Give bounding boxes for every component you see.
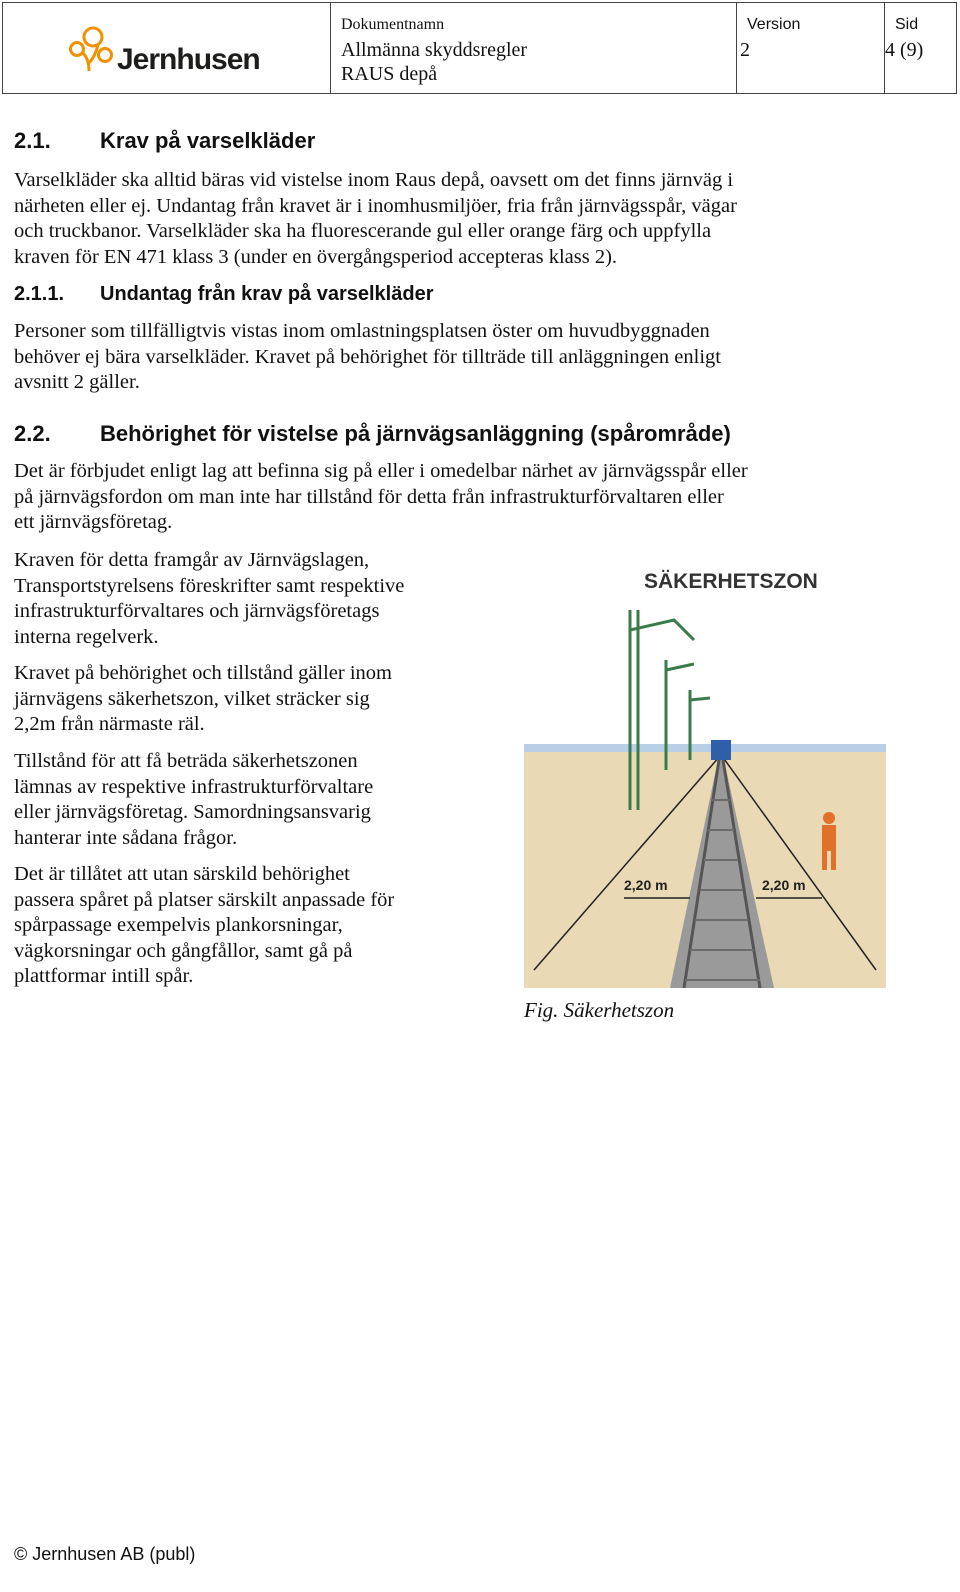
text-line: vägkorsningar och gångfållor, samt gå på: [14, 939, 353, 962]
text-line: 2,2m från närmaste räl.: [14, 713, 205, 735]
heading-title: Behörighet för vistelse på järnvägsanläggning (spårområde): [100, 421, 731, 446]
page-number: 4 (9): [885, 39, 924, 61]
text-line: lämnas av respektive infrastrukturförvaltare: [14, 775, 374, 798]
text-line: behöver ej bära varselkläder. Kravet på behörighet för tillträde till anläggningen enligt: [14, 345, 721, 368]
train: [711, 740, 731, 760]
text-line: på järnvägsfordon om man inte har tillstånd för detta från infrastrukturförvaltaren eller: [14, 485, 724, 508]
text-line: ett järnvägsföretag.: [14, 511, 173, 533]
heading-number: 2.2.: [14, 421, 51, 446]
text-line: Kravet på behörighet och tillstånd gäller inom: [14, 662, 392, 684]
text-line: Transportstyrelsens föreskrifter samt respektive: [14, 574, 405, 597]
text-line: passera spåret på platser särskilt anpassade för: [14, 888, 395, 911]
jernhusen-logo-icon: [67, 25, 119, 77]
heading-number: 2.1.1.: [14, 283, 65, 305]
paragraph-safety-zone: [14, 661, 392, 738]
text-line: kraven för EN 471 klass 3 (under en övergångsperiod accepteras klass 2).: [14, 245, 618, 268]
heading-2-1-1: [14, 283, 434, 306]
page-label: Sid: [895, 16, 919, 33]
text-line: infrastrukturförvaltares och järnvägsföretags: [14, 600, 380, 622]
heading-title: Krav på varselkläder: [100, 128, 316, 153]
paragraph-2-2-intro: [14, 459, 748, 536]
text-line: interna regelverk.: [14, 625, 159, 648]
heading-2-2: [14, 421, 731, 447]
distance-label-right: 2,20 m: [762, 877, 806, 893]
heading-2-1: [14, 128, 316, 154]
paragraph-crossing: [14, 862, 394, 990]
safety-zone-figure: [524, 560, 886, 988]
text-line: hanterar inte sådana frågor.: [14, 826, 238, 849]
text-line: plattformar intill spår.: [14, 965, 194, 987]
text-line: närheten eller ej. Undantag från kravet är i inomhusmiljöer, fria från järnvägsspår, vägar: [14, 194, 737, 217]
document-title-line2: RAUS depå: [341, 63, 438, 85]
document-name-label: Dokumentnamn: [341, 16, 445, 33]
distance-label-left: 2,20 m: [624, 877, 668, 893]
figure-caption: Fig. Säkerhetszon: [524, 998, 675, 1022]
text-line: eller järnvägsföretag. Samordningsansvarig: [14, 801, 371, 823]
logo-cell: [3, 3, 330, 93]
logo-text: Jernhusen: [117, 43, 260, 76]
heading-title: Undantag från krav på varselkläder: [100, 283, 434, 305]
figure-title: SÄKERHETSZON: [644, 570, 818, 593]
text-line: Det är förbjudet enligt lag att befinna sig på eller i omedelbar närhet av järnvägsspår eller: [14, 460, 748, 482]
text-line: och truckbanor. Varselkläder ska ha fluorescerande gul eller orange färg och uppfylla: [14, 220, 712, 242]
text-line: Det är tillåtet att utan särskild behörighet: [14, 863, 350, 885]
text-line: järnvägens säkerhetszon, vilket sträcker sig: [14, 687, 370, 710]
document-name-cell: [330, 3, 736, 93]
paragraph-2-1: [14, 168, 737, 270]
text-line: Kraven för detta framgår av Järnvägslagen,: [14, 549, 370, 571]
heading-number: 2.1.: [14, 128, 51, 153]
horizon: [524, 744, 886, 752]
version-value: 2: [740, 39, 750, 61]
text-line: spårpassage exempelvis plankorsningar,: [14, 914, 343, 936]
footer-copyright: © Jernhusen AB (publ): [14, 1544, 196, 1564]
page-cell: [884, 3, 956, 93]
text-line: Tillstånd för att få beträda säkerhetszonen: [14, 750, 358, 772]
text-line: Personer som tillfälligtvis vistas inom omlastningsplatsen öster om huvudbyggnaden: [14, 320, 710, 342]
text-line: avsnitt 2 gäller.: [14, 371, 140, 393]
version-cell: [736, 3, 884, 93]
version-label: Version: [747, 16, 801, 33]
document-header: [2, 2, 957, 94]
paragraph-permission: [14, 749, 373, 851]
text-line: Varselkläder ska alltid bäras vid vistelse inom Raus depå, oavsett om det finns järnväg i: [14, 169, 734, 191]
paragraph-2-1-1: [14, 319, 721, 396]
paragraph-regulations: [14, 548, 404, 650]
document-title-line1: Allmänna skyddsregler: [341, 39, 528, 61]
